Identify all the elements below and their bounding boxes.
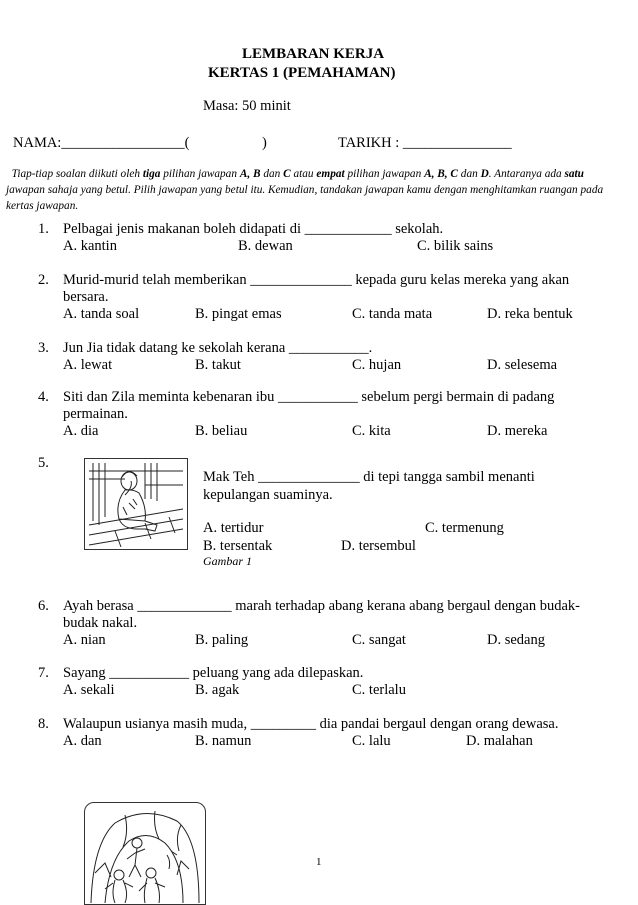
option-b[interactable]: B. namun — [195, 733, 252, 749]
option-a[interactable]: A. kantin — [63, 238, 117, 254]
option-b[interactable]: B. tersentak — [203, 538, 273, 554]
option-c[interactable]: C. terlalu — [352, 682, 406, 698]
instr-text: dan — [457, 168, 481, 180]
page-number: 1 — [316, 856, 322, 868]
option-d[interactable]: D. mereka — [487, 423, 548, 439]
option-a[interactable]: A. nian — [63, 632, 106, 648]
option-b[interactable]: B. takut — [195, 357, 241, 373]
question-number: 2. — [38, 272, 49, 288]
option-d[interactable]: D. selesema — [487, 357, 558, 373]
question-text: Murid-murid telah memberikan ______________ kepada guru kelas mereka yang akan bersara. — [63, 272, 570, 305]
question-number: 6. — [38, 598, 49, 614]
option-b[interactable]: B. agak — [195, 682, 240, 698]
question-4 — [38, 389, 613, 445]
option-c[interactable]: C. bilik sains — [417, 238, 494, 254]
worksheet-subtitle: KERTAS 1 (PEMAHAMAN) — [208, 65, 396, 81]
question-7 — [38, 665, 613, 705]
question-5-line-2: kepulangan suaminya. — [203, 487, 333, 503]
question-text: Pelbagai jenis makanan boleh didapati di ____________ sekolah. — [63, 221, 444, 237]
question-text: Jun Jia tidak datang ke sekolah kerana ___________. — [63, 340, 373, 356]
question-text: Siti dan Zila meminta kebenaran ibu ___________ sebelum pergi bermain di padang permainan. — [63, 389, 555, 422]
option-a[interactable]: A. dia — [63, 423, 99, 439]
question-number: 3. — [38, 340, 49, 356]
option-c[interactable]: C. tanda mata — [352, 306, 433, 322]
name-field: NAMA:_________________( — [13, 135, 190, 151]
question-text: Sayang ___________ peluang yang ada dilepaskan. — [63, 665, 364, 681]
instr-bold: satu — [564, 168, 584, 180]
question-text: Ayah berasa _____________ marah terhadap abang kerana abang bergaul dengan budak-budak nakal. — [63, 598, 580, 631]
instr-text: Tiap-tiap soalan diikuti oleh — [11, 168, 143, 180]
option-b[interactable]: B. beliau — [195, 423, 248, 439]
cave-scene-illustration — [85, 803, 205, 904]
question-6 — [38, 598, 613, 654]
option-d[interactable]: D. sedang — [487, 632, 545, 648]
question-number: 8. — [38, 716, 49, 732]
option-d[interactable]: D. malahan — [466, 733, 533, 749]
instr-bold: tiga — [142, 168, 161, 180]
instr-text: . Antaranya ada — [488, 168, 565, 180]
option-c[interactable]: C. sangat — [352, 632, 406, 648]
question-8 — [38, 716, 613, 756]
option-a[interactable]: A. sekali — [63, 682, 115, 698]
option-b[interactable]: B. paling — [195, 632, 249, 648]
instr-text: pilihan jawapan — [160, 168, 240, 180]
instructions — [6, 166, 612, 214]
worksheet-title: LEMBARAN KERJA — [242, 46, 385, 62]
cave-illustration — [84, 802, 206, 905]
question-number: 5. — [38, 455, 49, 471]
question-number: 7. — [38, 665, 49, 681]
question-3 — [38, 340, 613, 380]
option-c[interactable]: C. termenung — [425, 520, 504, 536]
instr-text: pilihan jawapan — [344, 168, 425, 180]
option-a[interactable]: A. tanda soal — [63, 306, 140, 322]
option-a[interactable]: A. dan — [63, 733, 102, 749]
instr-text: atau — [290, 168, 317, 180]
option-a[interactable]: A. lewat — [63, 357, 113, 373]
instr-bold: A, B, C — [424, 168, 458, 180]
option-b[interactable]: B. pingat emas — [195, 306, 282, 322]
option-a[interactable]: A. tertidur — [203, 520, 264, 536]
option-c[interactable]: C. hujan — [352, 357, 402, 373]
option-d[interactable]: D. tersembul — [341, 538, 416, 554]
question-5-line-1: Mak Teh ______________ di tepi tangga sambil menanti — [203, 469, 535, 485]
option-c[interactable]: C. lalu — [352, 733, 391, 749]
name-field-close: ) — [262, 135, 267, 151]
question-text: Walaupun usianya masih muda, _________ dia pandai bergaul dengan orang dewasa. — [63, 716, 559, 732]
instr-bold: D — [480, 168, 489, 180]
instr-text: jawapan sahaja yang betul. Pilih jawapan yang betul itu. Kemudian, tandakan jawapan kamu dengan menghitamkan ruangan pada kertas jawapan. — [6, 184, 604, 212]
option-d[interactable]: D. reka bentuk — [487, 306, 573, 322]
question-number: 1. — [38, 221, 49, 237]
gambar-1-illustration — [84, 458, 188, 550]
duration: Masa: 50 minit — [203, 98, 291, 114]
question-number: 4. — [38, 389, 49, 405]
instr-bold: empat — [316, 168, 345, 180]
woman-on-stairs-illustration — [85, 459, 187, 549]
option-b[interactable]: B. dewan — [238, 238, 293, 254]
instr-bold: C — [283, 168, 291, 180]
instr-bold: A, B — [239, 168, 261, 180]
question-2 — [38, 272, 613, 328]
option-c[interactable]: C. kita — [352, 423, 391, 439]
image-caption: Gambar 1 — [203, 554, 253, 568]
question-1 — [38, 221, 613, 261]
date-field: TARIKH : _______________ — [338, 135, 512, 151]
instr-text: dan — [260, 168, 284, 180]
